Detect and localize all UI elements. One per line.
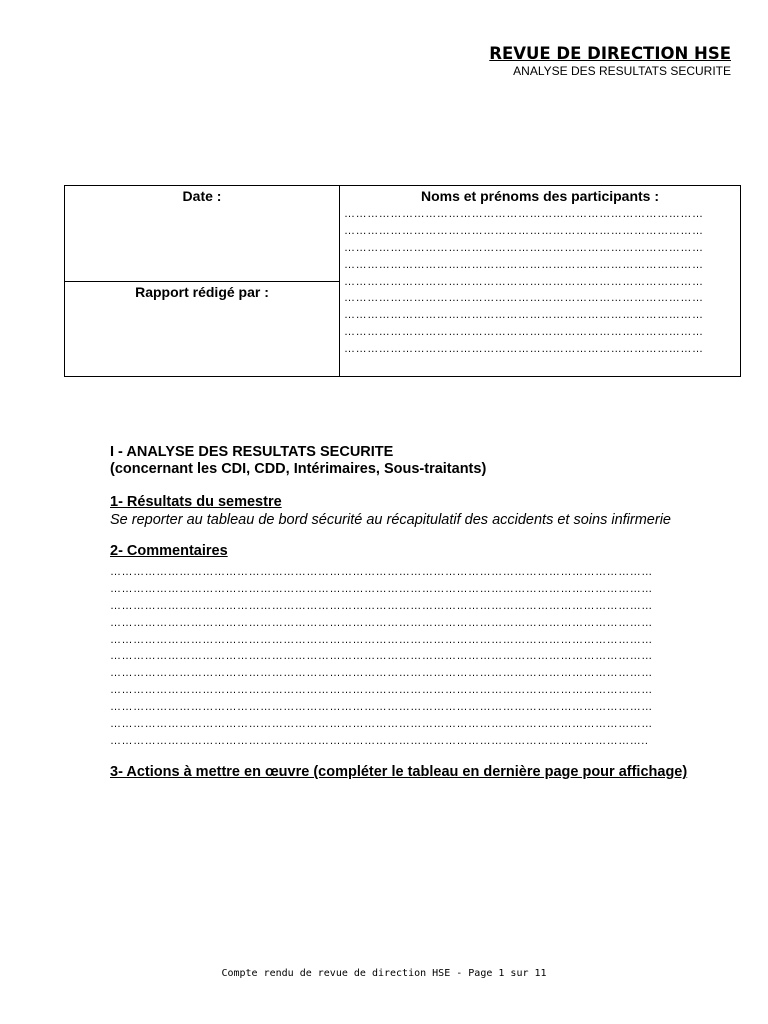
dotted-fill-line[interactable]: ………………………………………………………………………………… [344,326,704,339]
dotted-fill-line[interactable]: ………………………………………………………………………………… [344,258,704,271]
dotted-fill-line[interactable]: …………………………………………………………………………………………………………………………… [110,582,653,595]
dotted-fill-line[interactable]: …………………………………………………………………………………………………………………………… [110,701,653,714]
dotted-fill-line[interactable]: …………………………………………………………………………………………………………………………… [110,667,653,680]
comments-heading: 2- Commentaires [110,543,228,559]
date-label: Date : [182,188,222,204]
actions-heading: 3- Actions à mettre en œuvre (compléter le tableau en dernière page pour affichage) [110,764,688,780]
participants-cell[interactable] [340,186,741,377]
dotted-fill-line[interactable]: ………………………………………………………………………………… [344,241,704,254]
document-subtitle: ANALYSE DES RESULTATS SECURITE [513,64,731,78]
dotted-fill-line[interactable]: …………………………………………………………………………………………………………………………… [110,599,653,612]
dotted-fill-line[interactable]: ………………………………………………………………………………… [344,224,704,237]
dotted-fill-line[interactable]: …………………………………………………………………………………………………………………………… [110,684,653,697]
dotted-fill-line[interactable]: ………………………………………………………………………………… [344,275,704,288]
date-cell[interactable] [65,186,340,282]
dotted-fill-line[interactable]: …………………………………………………………………………………………………………………………… [110,616,653,629]
dotted-fill-line[interactable]: ………………………………………………………………………………… [344,309,704,322]
document-title: REVUE DE DIRECTION HSE [489,44,731,63]
participant-lines [340,206,740,358]
section-title-scope: (concernant les CDI, CDD, Intérimaires, Sous-traitants) [110,461,487,477]
page-footer: Compte rendu de revue de direction HSE - Page 1 sur 11 [221,968,547,979]
dotted-fill-line[interactable]: ………………………………………………………………………………… [344,208,704,220]
dotted-fill-line[interactable]: …………………………………………………………………………………………………………………………… [110,650,653,663]
dotted-fill-line[interactable]: …………………………………………………………………………………………………………………………… [110,566,653,578]
section-title-main: I - ANALYSE DES RESULTATS SECURITE [110,444,394,460]
report-author-label: Rapport rédigé par : [135,284,269,300]
dotted-fill-line[interactable]: ………………………………………………………………………………… [344,343,704,356]
dotted-fill-line[interactable]: …………………………………………………………………………………………………………………………… [110,633,653,646]
dotted-fill-line[interactable]: ………………………………………………………………………………………………………………………….. [110,734,649,747]
comment-lines [110,564,740,750]
participants-label: Noms et prénoms des participants : [420,188,660,204]
participants-table [64,185,741,377]
dotted-fill-line[interactable]: ………………………………………………………………………………… [344,292,704,305]
results-heading: 1- Résultats du semestre [110,494,282,510]
dotted-fill-line[interactable]: …………………………………………………………………………………………………………………………… [110,718,653,731]
report-author-cell[interactable] [65,282,340,377]
results-text: Se reporter au tableau de bord sécurité au récapitulatif des accidents et soins infirmerie [110,512,671,528]
section-title [110,444,740,478]
